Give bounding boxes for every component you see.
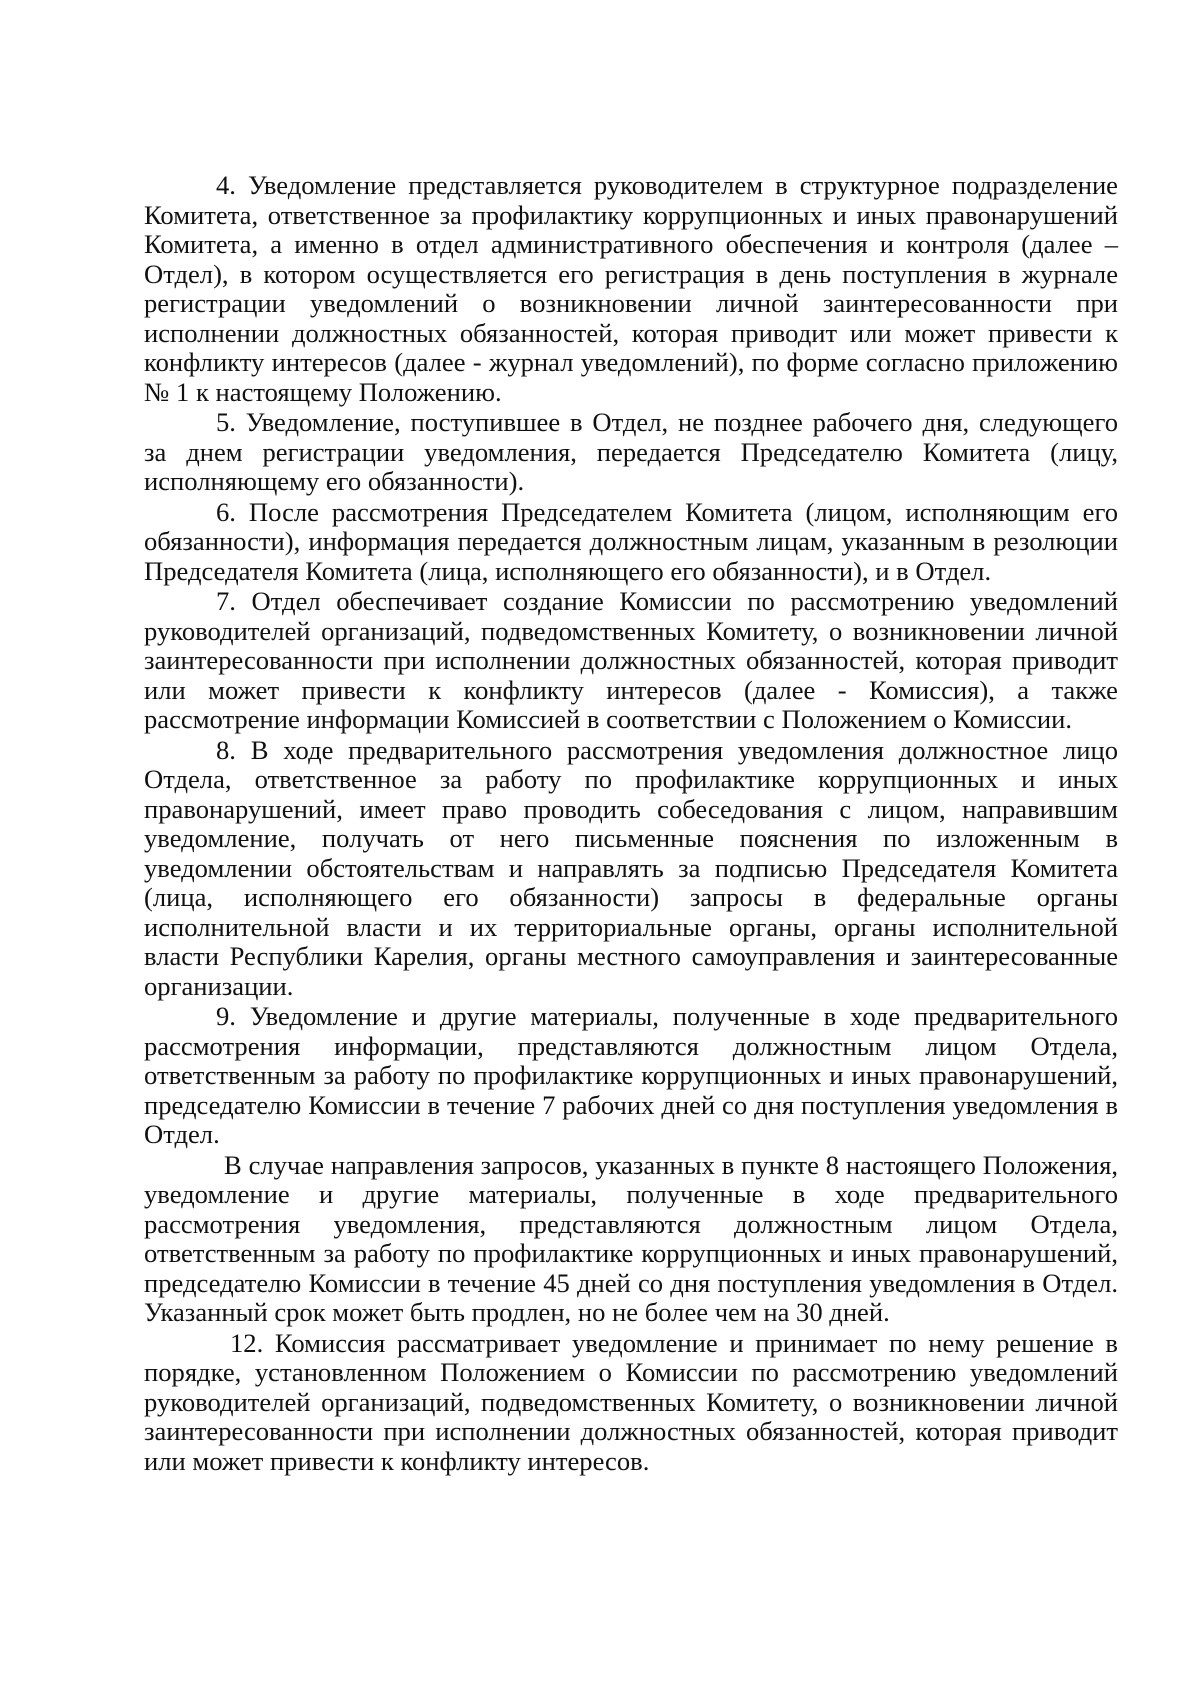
paragraph-4: 4. Уведомление представляется руководителем в структурное подразделение Комитета, ответственное за профилактику коррупционных и иных правонарушений Комитета, а именно в отдел административного обеспечения и контроля (далее – Отдел), в котором осуществляется его регистрация в день поступления в журнале регистрации уведомлений о возникновении личной заинтересованности при исполнении должностных обязанностей, которая приводит или может привести к конфликту интересов (далее - журнал уведомлений), по форме согласно приложению № 1 к настоящему Положению. [144, 170, 1118, 407]
paragraph-9-continuation: В случае направления запросов, указанных в пункте 8 настоящего Положения, уведомление и другие материалы, полученные в ходе предварительного рассмотрения уведомления, представляются должностным лицом Отдела, ответственным за работу по профилактике коррупционных и иных правонарушений, председателю Комиссии в течение 45 дней со дня поступления уведомления в Отдел. Указанный срок может быть продлен, но не более чем на 30 дней. [144, 1149, 1118, 1327]
paragraph-12: 12. Комиссия рассматривает уведомление и принимает по нему решение в порядке, установленном Положением о Комиссии по рассмотрению уведомлений руководителей организаций, подведомственных Комитету, о возникновении личной заинтересованности при исполнении должностных обязанностей, которая приводит или может привести к конфликту интересов. [144, 1327, 1118, 1476]
paragraph-9: 9. Уведомление и другие материалы, полученные в ходе предварительного рассмотрения информации, представляются должностным лицом Отдела, ответственным за работу по профилактике коррупционных и иных правонарушений, председателю Комиссии в течение 7 рабочих дней со дня поступления уведомления в Отдел. [144, 1001, 1118, 1149]
document-page [144, 171, 1118, 1477]
paragraph-8: 8. В ходе предварительного рассмотрения уведомления должностное лицо Отдела, ответственное за работу по профилактике коррупционных и иных правонарушений, имеет право проводить собеседования с лицом, направившим уведомление, получать от него письменные пояснения по изложенным в уведомлении обстоятельствам и направлять за подписью Председателя Комитета (лица, исполняющего его обязанности) запросы в федеральные органы исполнительной власти и их территориальные органы, органы исполнительной власти Республики Карелия, органы местного самоуправления и заинтересованные организации. [144, 734, 1118, 1001]
paragraph-6: 6. После рассмотрения Председателем Комитета (лицом, исполняющим его обязанности), информация передается должностным лицам, указанным в резолюции Председателя Комитета (лица, исполняющего его обязанности), и в Отдел. [144, 496, 1118, 586]
paragraph-5: 5. Уведомление, поступившее в Отдел, не позднее рабочего дня, следующего за днем регистрации уведомления, передается Председателю Комитета (лицу, исполняющему его обязанности). [144, 407, 1118, 496]
paragraph-7: 7. Отдел обеспечивает создание Комиссии по рассмотрению уведомлений руководителей организаций, подведомственных Комитету, о возникновении личной заинтересованности при исполнении должностных обязанностей, которая приводит или может привести к конфликту интересов (далее - Комиссия), а также рассмотрение информации Комиссией в соответствии с Положением о Комиссии. [144, 586, 1118, 734]
